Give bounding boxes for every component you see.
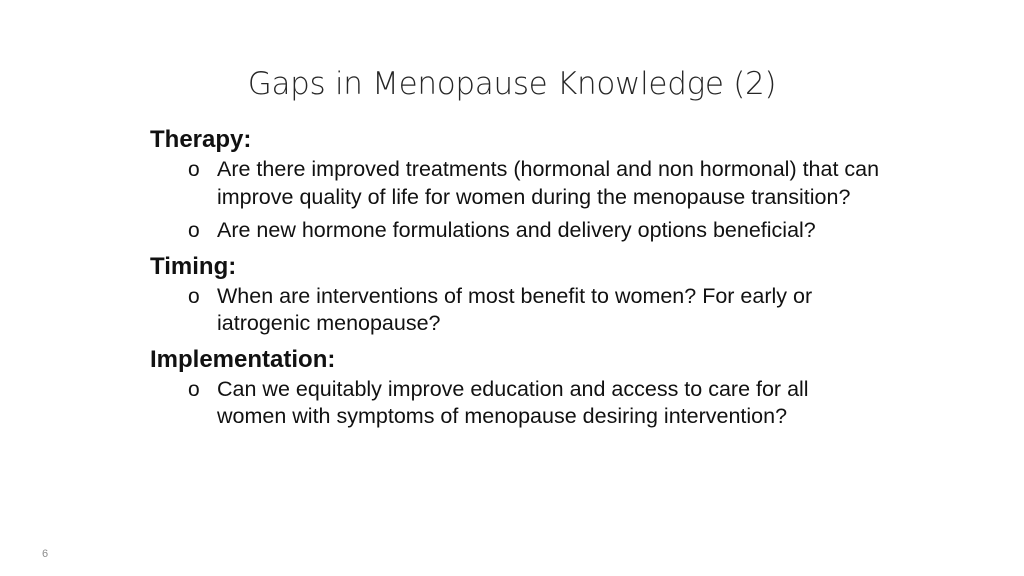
circle-bullet-icon: o (188, 284, 200, 308)
section-timing (150, 251, 880, 338)
bullet-list-implementation (150, 376, 880, 431)
bullet-text: Can we equitably improve education and access to care for all women with symptoms of menopause desiring intervention? (217, 376, 809, 428)
bullet-item (150, 156, 880, 211)
slide-number: 6 (42, 548, 49, 560)
bullet-item (150, 376, 880, 431)
section-implementation (150, 344, 880, 431)
bullet-item (150, 217, 880, 245)
section-therapy (150, 124, 880, 245)
bullet-text: Are there improved treatments (hormonal and non hormonal) that can improve quality of life for women during the menopause transition? (217, 157, 880, 209)
section-heading-timing: Timing: (150, 252, 237, 280)
section-heading-implementation: Implementation: (150, 345, 336, 373)
bullet-text: Are new hormone formulations and delivery options beneficial? (217, 218, 816, 242)
circle-bullet-icon: o (188, 377, 200, 401)
bullet-text: When are interventions of most benefit to women? For early or iatrogenic menopause? (217, 283, 813, 335)
slide-content (150, 124, 880, 437)
bullet-list-therapy (150, 156, 880, 245)
slide-title: Gaps in Menopause Knowledge (2) (247, 66, 777, 102)
bullet-item (150, 283, 880, 338)
bullet-list-timing (150, 283, 880, 338)
section-heading-therapy: Therapy: (150, 126, 252, 153)
circle-bullet-icon: o (188, 158, 200, 181)
circle-bullet-icon: o (188, 219, 200, 242)
